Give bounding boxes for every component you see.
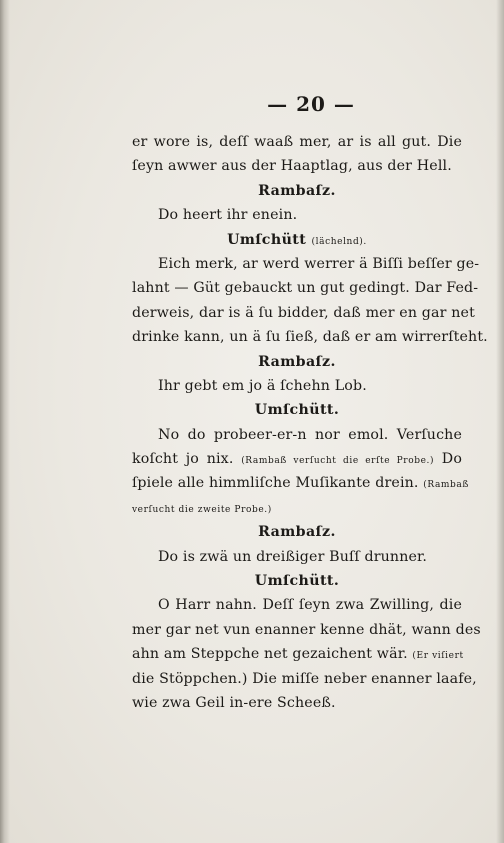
speaker-name bbox=[132, 350, 462, 374]
line-text: mer gar net vun enanner kenne dhät, wann des bbox=[132, 621, 481, 638]
speaker-name bbox=[132, 228, 462, 252]
text-line bbox=[132, 618, 481, 642]
line-text-continued: Die miſſe neber enanner laafe, bbox=[252, 670, 477, 687]
text-line bbox=[132, 545, 462, 569]
line-text: derweis, dar is ä ſu bidder, daß mer en gar net bbox=[132, 304, 475, 321]
text-line bbox=[132, 374, 462, 398]
text-line bbox=[132, 667, 477, 691]
line-text: Do heert ihr enein. bbox=[158, 207, 298, 224]
speaker-label: Umſchütt. bbox=[254, 573, 340, 590]
text-line bbox=[132, 130, 462, 154]
line-text: er wore is, deſſ waaß mer, ar is all gut. Die bbox=[132, 134, 462, 150]
text-line bbox=[132, 203, 462, 227]
text-line bbox=[132, 642, 462, 666]
text-line bbox=[132, 471, 469, 495]
text-line bbox=[132, 154, 462, 178]
line-text: ſeyn awwer aus der Haaptlag, aus der Hell. bbox=[132, 158, 452, 175]
line-text: Ihr gebt em jo ä ſchehn Lob. bbox=[158, 377, 367, 394]
line-text: lahnt — Güt gebauckt un gut gedingt. Dar Fed- bbox=[132, 280, 479, 297]
speaker-name bbox=[132, 569, 462, 593]
line-text: Eich merk, ar werd werrer ä Biſſi beſſer ge- bbox=[158, 255, 480, 272]
speaker-label: Umſchütt. bbox=[254, 402, 340, 419]
speaker-label: Rambaſz. bbox=[258, 182, 336, 199]
text-line bbox=[132, 447, 462, 471]
line-text: ſpiele alle himmliſche Muſikante drein. bbox=[132, 475, 419, 492]
speaker-name bbox=[132, 398, 462, 422]
text-line bbox=[132, 593, 462, 617]
line-text: drinke kann, un ä ſu ſieß, daß er am wirrerſteht. bbox=[132, 329, 488, 346]
stage-direction: verſucht die zweite Probe.) bbox=[132, 504, 272, 515]
speaker-label: Rambaſz. bbox=[258, 524, 336, 541]
speaker-label: Rambaſz. bbox=[258, 353, 336, 370]
speaker-label: Umſchütt bbox=[227, 231, 307, 248]
text-block bbox=[132, 92, 488, 715]
text-line bbox=[132, 276, 479, 300]
line-text: O Harr nahn. Deſſ ſeyn zwa Zwilling, die bbox=[158, 597, 462, 614]
text-line bbox=[132, 301, 475, 325]
stage-direction: (Rambaß bbox=[423, 480, 469, 491]
line-text: koſcht jo nix. bbox=[132, 451, 234, 468]
text-line bbox=[132, 496, 462, 520]
text-line bbox=[132, 423, 462, 447]
speaker-name bbox=[132, 520, 462, 544]
line-text-continued: Do bbox=[441, 451, 463, 468]
stage-direction: (lächelnd). bbox=[311, 236, 367, 247]
line-text: ahn am Steppche net gezaichent wär. bbox=[132, 646, 408, 663]
speaker-name bbox=[132, 179, 462, 203]
page-number: — 20 — bbox=[267, 92, 355, 116]
line-text: wie zwa Geil in-ere Scheeß. bbox=[132, 694, 336, 711]
stage-direction: (Rambaß verſucht die erſte Probe.) bbox=[241, 456, 435, 467]
line-text: No do probeer-er-n nor emol. Verſuche bbox=[158, 426, 462, 443]
page-text bbox=[132, 130, 488, 715]
stage-direction: (Er viſiert bbox=[412, 651, 464, 662]
text-line bbox=[132, 325, 488, 349]
line-text: die Stöppchen.) bbox=[132, 670, 248, 687]
text-line bbox=[132, 252, 480, 276]
line-text: Do is zwä un dreißiger Buſſ drunner. bbox=[158, 548, 428, 565]
text-line bbox=[132, 691, 462, 715]
